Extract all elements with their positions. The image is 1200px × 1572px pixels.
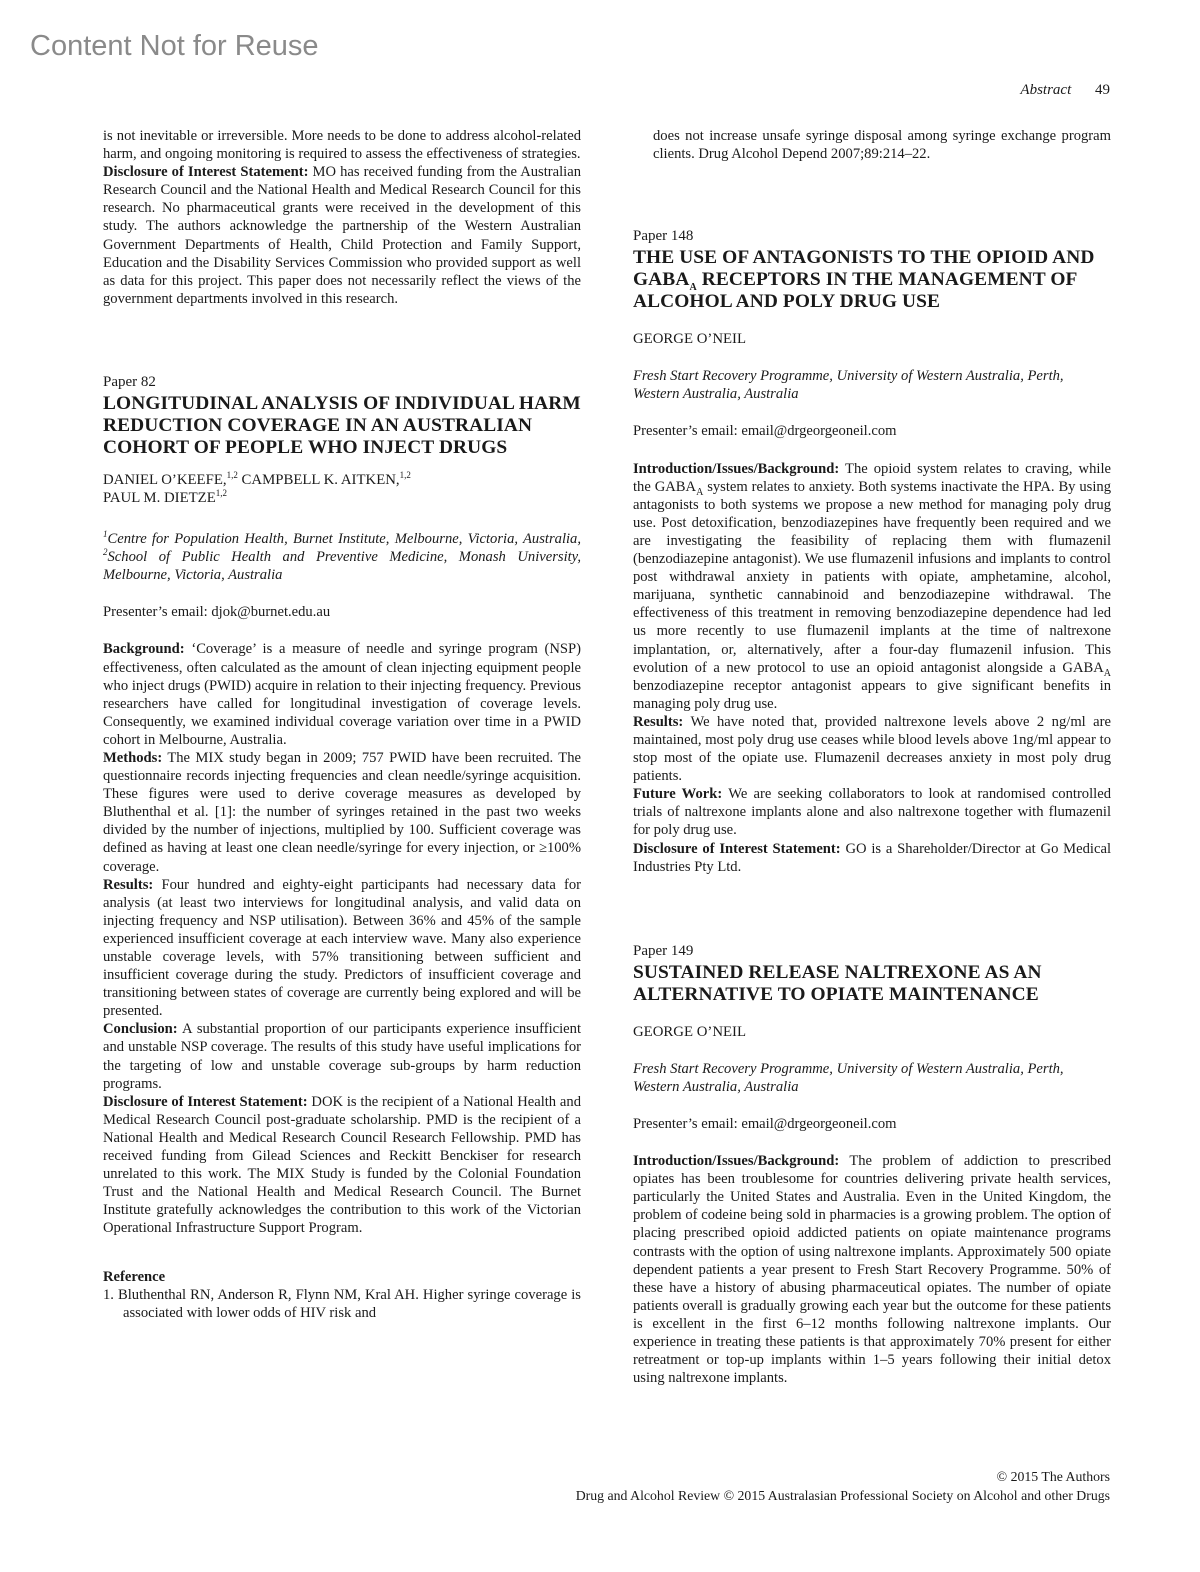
disclosure-text: DOK is the recipient of a National Health and Medical Research Council post-graduate scholarship. PMD is the recipient of a National Health and Medical Research Council Research Fellowship. PMD has received funding from Gilead Sciences and Reckitt Benckiser for research unrelated to this work. The MIX Study is funded by the Colonial Foundation Trust and the National Health and Medical Research Council. The Burnet Institute gratefully acknowledges the contribution to this work of the Victorian Operational Infrastructure Support Program. [103, 1093, 581, 1237]
background-section [103, 640, 581, 749]
continued-disclosure [103, 163, 581, 308]
paper-148-results [633, 713, 1111, 785]
title-subscript: A [689, 282, 697, 294]
background-text: ‘Coverage’ is a measure of needle and syringe program (NSP) effectiveness, often calculated as the amount of clean injecting equipment people who inject drugs (PWID) acquire in relation to their injecting frequency. Previous researchers have called for longitudinal investigation of coverage levels. Consequently, we examined individual coverage variation over time in a PWID cohort in Melbourne, Australia. [103, 641, 581, 748]
running-head [1020, 82, 1110, 99]
author-2: CAMPBELL K. AITKEN, [237, 472, 400, 489]
copyright-authors: © 2015 The Authors [996, 1469, 1110, 1484]
paper-149-label: Paper 149 [633, 942, 694, 959]
paper-82-email: Presenter’s email: djok@burnet.edu.au [103, 604, 331, 621]
author-3-affil: 1,2 [215, 488, 228, 499]
watermark: Content Not for Reuse [30, 30, 319, 62]
reference-continued: does not increase unsafe syringe disposal among syringe exchange program clients. Drug Alcohol Depend 2007;89:214–22. [653, 128, 1111, 163]
paper-148-label: Paper 148 [633, 228, 694, 245]
methods-text: The MIX study began in 2009; 757 PWID have been recruited. The questionnaire records injecting frequencies and clean needle/syringe acquisition. These figures were used to derive coverage measures as developed by Bluthenthal et al. [1]: the number of syringes retained in the past two weeks divided by the number of injections, multiplied by 100. Sufficient coverage was defined as having at least one clean needle/syringe for every injection, or ≥100% coverage. [103, 749, 581, 875]
paper-148-intro [633, 460, 1111, 713]
intro-text-2: system relates to anxiety. Both systems inactivate the HPA. By using antagonists to both systems we propose a new method for managing poly drug use. Post detoxification, benzodiazepines have frequently been required and we are investigating the feasibility of replacing them with flumazenil (benzodiazepine antagonist). We use flumazenil infusions and implants to control post withdrawal anxiety in patients with opiate, amphetamine, alcohol, marijuana, synthetic cannabinoid and benzodiazepine withdrawal. The effectiveness of this treatment in removing benzodiazepine dependence had led us more recently to use flumazenil implants at the time of naltrexone implantation, or, alternatively, after a four-day flumazenil infusion. This evolution of a new protocol to use an opioid antagonist alongside a GABA [633, 478, 1111, 676]
paper-149-title: SUSTAINED RELEASE NALTREXONE AS AN ALTERNATIVE TO OPIATE MAINTENANCE [633, 961, 1042, 1005]
left-column [103, 127, 581, 1322]
right-column [633, 127, 1111, 1387]
copyright-journal: Drug and Alcohol Review © 2015 Australasian Professional Society on Alcohol and other Drugs [575, 1487, 1110, 1503]
reference-heading: Reference [103, 1268, 166, 1285]
paper-148-disclosure [633, 840, 1111, 876]
paper-82-title: LONGITUDINAL ANALYSIS OF INDIVIDUAL HARM REDUCTION COVERAGE IN AN AUSTRALIAN COHORT OF PEOPLE WHO INJECT DRUGS [103, 393, 581, 459]
paper-149-intro [633, 1152, 1111, 1387]
paper-148-title [633, 247, 1111, 313]
page-number: 49 [1095, 82, 1110, 98]
disclosure-label: Disclosure of Interest Statement: [103, 164, 309, 181]
background-label: Background: [103, 641, 185, 658]
intro-subscript-1: A [696, 486, 704, 498]
title-part-2: RECEPTORS IN THE MANAGEMENT OF ALCOHOL AND POLY DRUG USE [633, 269, 1077, 313]
future-label: Future Work: [633, 786, 723, 803]
paper-148-author: GEORGE O’NEIL [633, 331, 747, 348]
paper-148-email: Presenter’s email: email@drgeorgeoneil.com [633, 423, 897, 440]
reference-item: 1. Bluthenthal RN, Anderson R, Flynn NM, Kral AH. Higher syringe coverage is associated with lower odds of HIV risk and [103, 1286, 581, 1321]
affil-1-marker: 1 [103, 529, 108, 540]
intro-text: The problem of addiction to prescribed opiates has been troublesome for countries delivering private health services, particularly the United States and Australia. Even in the United Kingdom, the problem of codeine being sold in pharmacies is a growing problem. The option of placing prescribed opioid addicted patients on opiate maintenance programs contrasts with the option of using naltrexone implants. Approximately 500 opiate dependent patients a year present to Fresh Start Recovery Programme. 50% of these have a history of abusing pharmaceutical opiates. The number of opiate patients overall is gradually growing each year but the outcome for these patients is excellent in the first 6–12 months following naltrexone implants. Our experience in treating these patients is that approximately 70% present for either retreatment or top-up implants within 1–5 years following their initial detox using naltrexone implants. [633, 1153, 1111, 1387]
paper-82-affiliations [103, 530, 581, 584]
results-section [103, 876, 581, 1021]
conclusion-section [103, 1020, 581, 1092]
page-footer [576, 1468, 1110, 1505]
title-part-1: THE USE OF ANTAGONISTS TO THE OPIOID AND GABA [633, 247, 1095, 291]
disclosure-label: Disclosure of Interest Statement: [103, 1093, 308, 1110]
conclusion-label: Conclusion: [103, 1021, 178, 1038]
intro-label: Introduction/Issues/Background: [633, 1153, 840, 1170]
paper-82-authors [103, 471, 581, 507]
disclosure-text: GO is a Shareholder/Director at Go Medical Industries Pty Ltd. [633, 840, 1111, 875]
running-head-section: Abstract [1020, 82, 1072, 98]
author-3: PAUL M. DIETZE [103, 490, 216, 507]
continued-paragraph: is not inevitable or irreversible. More needs to be done to address alcohol-related harm, and ongoing monitoring is required to assess the effectiveness of strategies. [103, 128, 581, 163]
disclosure-section [103, 1093, 581, 1238]
paper-148-affiliation: Fresh Start Recovery Programme, University of Western Australia, Perth, Western Australia, Australia [633, 368, 1064, 403]
intro-subscript-2: A [1103, 667, 1111, 679]
paper-149-email: Presenter’s email: email@drgeorgeoneil.com [633, 1116, 897, 1132]
intro-label: Introduction/Issues/Background: [633, 460, 840, 477]
paper-148-future [633, 785, 1111, 839]
conclusion-text: A substantial proportion of our participants experience insufficient and unstable NSP coverage. The results of this study have useful implications for the targeting of low and unstable coverage sub-groups by harm reduction programs. [103, 1021, 581, 1092]
methods-label: Methods: [103, 749, 163, 766]
affil-1: Centre for Population Health, Burnet Institute, Melbourne, Victoria, Australia, [107, 531, 581, 548]
methods-section [103, 749, 581, 876]
disclosure-label: Disclosure of Interest Statement: [633, 840, 841, 857]
author-1: DANIEL O’KEEFE, [103, 472, 227, 489]
paper-82-label: Paper 82 [103, 373, 156, 390]
results-label: Results: [103, 876, 154, 893]
author-2-affil: 1,2 [399, 470, 411, 481]
paper-149-affiliation: Fresh Start Recovery Programme, University of Western Australia, Perth, Western Australia, Australia [633, 1060, 1064, 1095]
results-label: Results: [633, 713, 684, 730]
results-text: We have noted that, provided naltrexone levels above 2 ng/ml are maintained, most poly drug use ceases while blood levels above 1ng/ml appear to stop most of the opiate use. Flumazenil decreases anxiety in most poly drug patients. [633, 713, 1111, 785]
author-1-affil: 1,2 [226, 470, 238, 481]
intro-text-3: benzodiazepine receptor antagonist appears to give significant benefits in managing poly drug use. [633, 677, 1111, 712]
affil-2-marker: 2 [103, 547, 108, 558]
paper-149-author: GEORGE O’NEIL [633, 1023, 747, 1040]
intro-text-1: The opioid system relates to craving, while the GABA [633, 460, 1111, 495]
disclosure-text: MO has received funding from the Australian Research Council and the National Health and Medical Research Council for this research. No pharmaceutical grants were received in the development of this study. The authors acknowledge the partnership of the Western Australian Government Departments of Health, Child Protection and Family Support, Education and the Disability Services Commission who provided support as well as data for this project. This paper does not necessarily reflect the views of the government departments involved in this research. [103, 164, 581, 307]
results-text: Four hundred and eighty-eight participants had necessary data for analysis (at least two interviews for longitudinal analysis, and valid data on injecting frequency and NSP utilisation). Between 36% and 45% of the sample experienced insufficient coverage at each interview wave. Many also experience unstable coverage levels, with 57% transitioning between sufficient and insufficient coverage during the study. Predictors of insufficient coverage and transitioning between states of coverage are currently being explored and will be presented. [103, 876, 581, 1020]
future-text: We are seeking collaborators to look at randomised controlled trials of naltrexone implants alone and also naltrexone together with flumazenil for poly drug use. [633, 786, 1111, 839]
affil-2: School of Public Health and Preventive Medicine, Monash University, Melbourne, Victoria, Australia [103, 549, 581, 584]
